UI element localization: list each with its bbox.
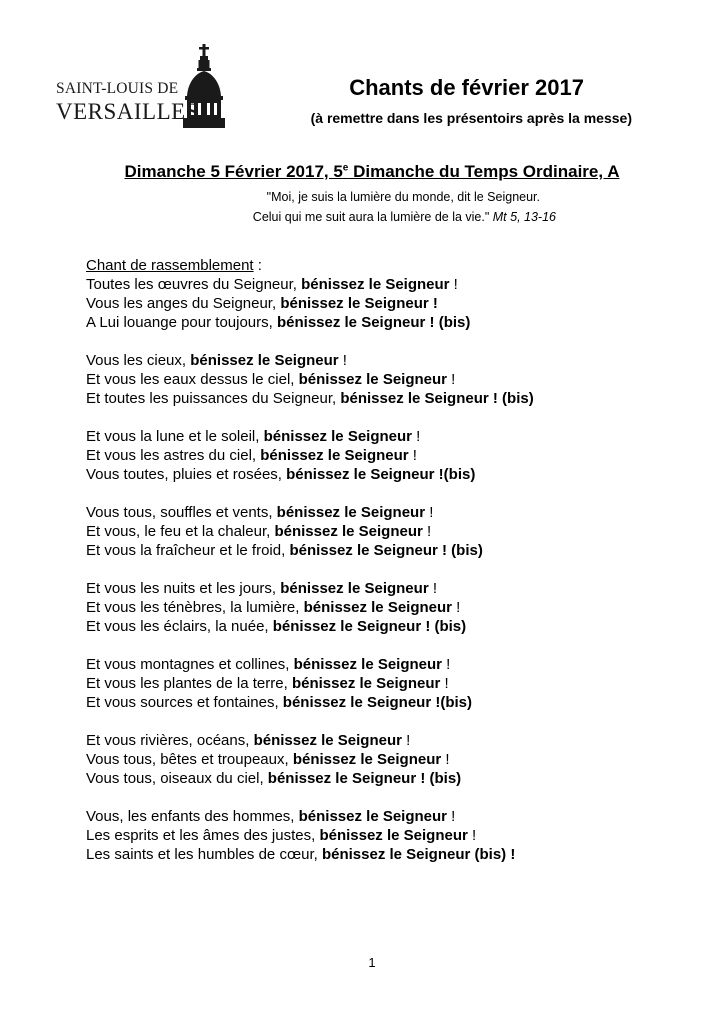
hymn-line-text: Et vous montagnes et collines,	[86, 656, 294, 673]
hymn-line-refrain: bénissez le Seigneur	[280, 580, 429, 597]
hymn-line-tail: !	[442, 656, 451, 673]
hymn-line-tail: !	[408, 447, 417, 464]
hymn-line-refrain: bénissez le Seigneur	[298, 808, 448, 825]
hymn-line	[86, 750, 686, 769]
hymn-heading-label: Chant de rassemblement	[86, 257, 254, 274]
gospel-reference: Mt 5, 13-16	[492, 210, 556, 224]
hymn-line-refrain: bénissez le Seigneur	[301, 276, 450, 293]
hymn-line-text: Les saints et les humbles de cœur,	[86, 846, 322, 863]
hymn-line-refrain: bénissez le Seigneur ! (bis)	[340, 390, 534, 407]
hymn-line-refrain: bénissez le Seigneur	[253, 732, 402, 749]
hymn-line-tail: !	[447, 808, 456, 825]
hymn-line-tail: !	[447, 371, 456, 388]
sunday-title-start: Dimanche 5 Février 2017, 5	[124, 162, 343, 181]
hymn-line-text: Et vous, le feu et la chaleur,	[86, 523, 275, 540]
hymn-line-tail: !	[422, 523, 432, 540]
hymn-line	[86, 427, 686, 446]
hymn-line-text: Et toutes les puissances du Seigneur,	[86, 390, 341, 407]
document-title: Chants de février 2017	[349, 75, 584, 100]
hymn-line-tail: !	[412, 428, 421, 445]
logo-text-line1: SAINT-LOUIS DE	[56, 80, 179, 97]
hymn-line-refrain: bénissez le Seigneur	[260, 447, 409, 464]
hymn-line-tail: !	[425, 504, 434, 521]
hymn-line-text: Et vous les éclairs, la nuée,	[86, 618, 273, 635]
hymn-line-tail: !	[401, 732, 411, 749]
hymn-line-text: Et vous les astres du ciel,	[86, 447, 261, 464]
hymn-line	[86, 655, 686, 674]
hymn-line-tail: !	[467, 827, 477, 844]
hymn-line-refrain: bénissez le Seigneur	[263, 428, 412, 445]
hymn-line-refrain: bénissez le Seigneur	[293, 656, 443, 673]
hymn-line-text: Les esprits et les âmes des justes,	[86, 827, 320, 844]
hymn-line-tail: !	[441, 751, 450, 768]
hymn-line-text: Et vous les nuits et les jours,	[86, 580, 281, 597]
hymn-line-refrain: bénissez le Seigneur	[274, 523, 423, 540]
hymn-line	[86, 674, 686, 693]
hymn-line	[86, 807, 686, 826]
hymn-line-text: Vous les anges du Seigneur,	[86, 295, 281, 312]
gospel-quote-line1: "Moi, je suis la lumière du monde, dit le Seigneur.	[266, 190, 540, 204]
hymn-stanza	[86, 351, 686, 408]
hymn-heading-colon: :	[253, 257, 262, 274]
hymn-line-refrain: bénissez le Seigneur	[276, 504, 426, 521]
hymn-line-tail: !	[440, 675, 449, 692]
hymn-line-refrain: bénissez le Seigneur	[292, 751, 442, 768]
hymn-heading	[86, 256, 686, 275]
hymn-line	[86, 769, 686, 788]
hymn-line-refrain: bénissez le Seigneur	[291, 675, 441, 692]
hymn-line-text: Et vous les plantes de la terre,	[86, 675, 292, 692]
hymn-line	[86, 845, 686, 864]
hymn-line-text: Vous tous, souffles et vents,	[86, 504, 277, 521]
hymn-stanzas	[86, 275, 686, 864]
hymn-line-refrain: bénissez le Seigneur	[298, 371, 447, 388]
document-subtitle: (à remettre dans les présentoirs après la messe)	[310, 110, 632, 126]
hymn-line-text: Vous, les enfants des hommes,	[86, 808, 299, 825]
hymn-stanza	[86, 655, 686, 712]
hymn-line	[86, 389, 686, 408]
hymn-line	[86, 503, 686, 522]
hymn-line	[86, 579, 686, 598]
hymn-stanza	[86, 427, 686, 484]
hymn-line-tail: !	[449, 276, 458, 293]
hymn-line-refrain: bénissez le Seigneur !(bis)	[286, 466, 476, 483]
hymn-line-refrain: bénissez le Seigneur	[190, 352, 339, 369]
hymn-line	[86, 313, 686, 332]
hymn-stanza	[86, 807, 686, 864]
hymn-line-refrain: bénissez le Seigneur !(bis)	[282, 694, 472, 711]
hymn-line-tail: !	[452, 599, 461, 616]
sunday-title-ordinal: e	[342, 162, 349, 174]
hymn-line	[86, 351, 686, 370]
hymn-line-text: Vous toutes, pluies et rosées,	[86, 466, 287, 483]
hymn-stanza	[86, 503, 686, 560]
hymn-line-refrain: bénissez le Seigneur ! (bis)	[276, 314, 471, 331]
hymn-line	[86, 446, 686, 465]
hymn-line-text: Et vous la fraîcheur et le froid,	[86, 542, 290, 559]
parish-logo	[56, 44, 228, 130]
hymn-line-text: A Lui louange pour toujours,	[86, 314, 277, 331]
sunday-title	[0, 162, 721, 182]
hymn-line	[86, 294, 686, 313]
hymn-line	[86, 541, 686, 560]
page-number: 1	[368, 955, 376, 970]
gospel-quote-line2	[164, 210, 556, 224]
hymn-line-text: Vous tous, oiseaux du ciel,	[86, 770, 268, 787]
hymn-line-text: Toutes les œuvres du Seigneur,	[86, 276, 302, 293]
hymn-line-text: Vous tous, bêtes et troupeaux,	[86, 751, 293, 768]
hymn-line-refrain: bénissez le Seigneur (bis) !	[321, 846, 516, 863]
hymn-line-text: Et vous sources et fontaines,	[86, 694, 283, 711]
hymn-section	[86, 256, 686, 883]
hymn-stanza	[86, 731, 686, 788]
logo-text-line2: VERSAILLES	[56, 99, 199, 124]
hymn-line-tail: !	[338, 352, 347, 369]
hymn-line-text: Et vous les eaux dessus le ciel,	[86, 371, 299, 388]
hymn-line	[86, 693, 686, 712]
hymn-line	[86, 522, 686, 541]
hymn-line	[86, 731, 686, 750]
hymn-line-refrain: bénissez le Seigneur ! (bis)	[289, 542, 483, 559]
hymn-line-text: Et vous la lune et le soleil,	[86, 428, 264, 445]
hymn-line-refrain: bénissez le Seigneur !	[280, 295, 438, 312]
hymn-line-text: Et vous les ténèbres, la lumière,	[86, 599, 304, 616]
gospel-quote-text: Celui qui me suit aura la lumière de la vie."	[252, 210, 493, 224]
hymn-line-text: Et vous rivières, océans,	[86, 732, 254, 749]
hymn-line	[86, 275, 686, 294]
hymn-line	[86, 826, 686, 845]
hymn-line-refrain: bénissez le Seigneur ! (bis)	[267, 770, 462, 787]
hymn-line-refrain: bénissez le Seigneur	[303, 599, 452, 616]
sunday-title-end: Dimanche du Temps Ordinaire, A	[348, 162, 620, 181]
hymn-line	[86, 598, 686, 617]
hymn-line-text: Vous les cieux,	[86, 352, 191, 369]
hymn-line-refrain: bénissez le Seigneur	[319, 827, 468, 844]
hymn-stanza	[86, 579, 686, 636]
hymn-line	[86, 465, 686, 484]
hymn-line	[86, 370, 686, 389]
hymn-line	[86, 617, 686, 636]
hymn-stanza	[86, 275, 686, 332]
hymn-line-refrain: bénissez le Seigneur ! (bis)	[272, 618, 467, 635]
hymn-line-tail: !	[428, 580, 437, 597]
